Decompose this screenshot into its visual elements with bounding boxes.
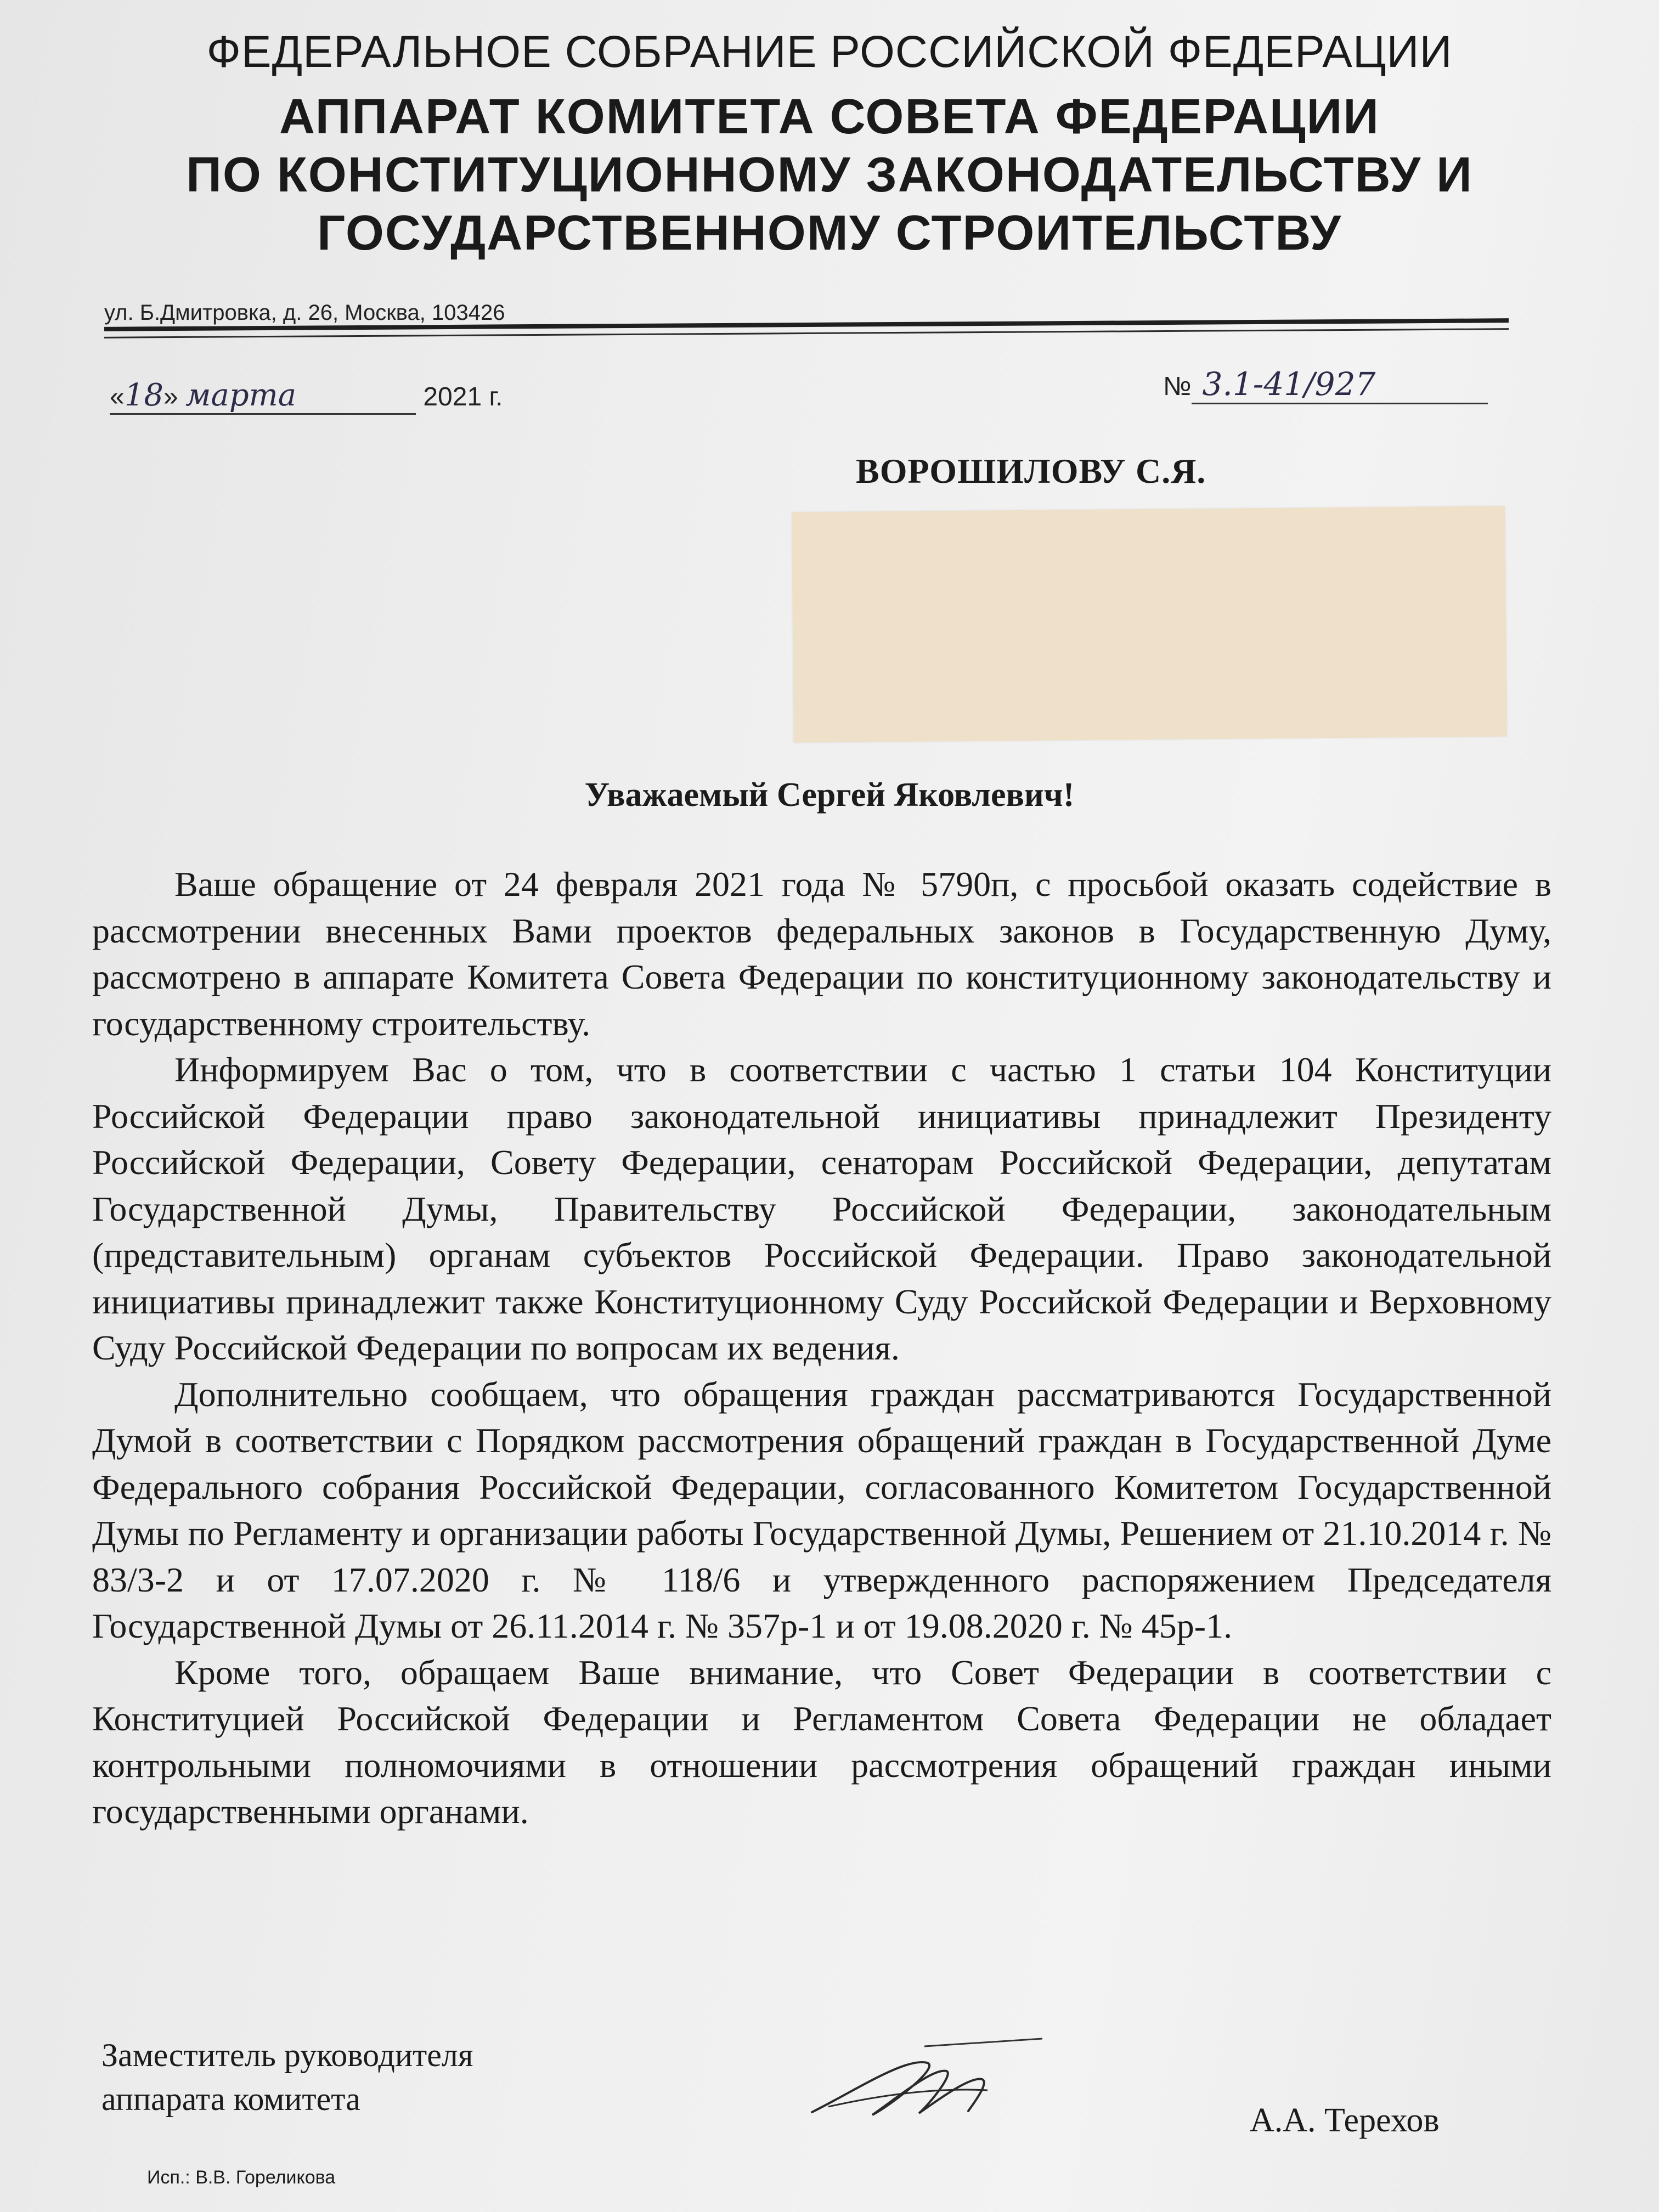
letterhead-address: ул. Б.Дмитровка, д. 26, Москва, 103426 (104, 301, 505, 325)
body-paragraph: Кроме того, обращаем Ваше внимание, что Совет Федерации в соответствии с Конституцией Российской Федерации и Регламентом Совета Федерации не обладает контрольными полномочиями в отношении рассмотрения обращений граждан иными государственными органами. (92, 1652, 1551, 1831)
body-paragraph: Ваше обращение от 24 февраля 2021 года № 5790п, с просьбой оказать содействие в рассмотрении внесенных Вами проектов федеральных законов в Государственную Думу, рассмотрено в аппарате Комитета Совета Федерации по конституционному законодательству и государственному строительству. (92, 865, 1551, 1043)
committee-title-line: ГОСУДАРСТВЕННОМУ СТРОИТЕЛЬСТВУ (317, 206, 1342, 261)
number-value: 3.1-41/927 (1192, 365, 1488, 404)
committee-title (0, 88, 1659, 262)
signer-name: А.А. Терехов (1250, 2102, 1440, 2139)
date-year: 2021 г. (423, 382, 503, 411)
letter-body (92, 861, 1551, 1835)
handwritten-signature (790, 2024, 1075, 2134)
date-day: 18 (124, 377, 163, 413)
committee-title-line: ПО КОНСТИТУЦИОННОМУ ЗАКОНОДАТЕЛЬСТВУ И (186, 148, 1473, 202)
date-month: марта (185, 377, 297, 413)
signer-position (101, 2033, 473, 2121)
body-paragraph: Информируем Вас о том, что в соответствии с частью 1 статьи 104 Конституции Российской Федерации право законодательной инициативы принадлежит Президенту Российской Федерации, Совету Федерации, сенаторам Российской Федерации, депутатам Государственной Думы, Правительству Российской Федерации, законодательным (представительным) органам субъектов Российской Федерации. Право законодательной инициативы принадлежит также Конституционному Суду Российской Федерации и Верховному Суду Российской Федерации по вопросам их ведения. (92, 1050, 1551, 1367)
signer-position-line: Заместитель руководителя (101, 2037, 473, 2073)
date-handwritten: «18» марта (110, 377, 416, 415)
letter-number (1163, 365, 1488, 404)
executor-note: Исп.: В.В. Гореликова (147, 2167, 336, 2188)
salutation: Уважаемый Сергей Яковлевич! (584, 776, 1075, 814)
committee-title-line: АППАРАТ КОМИТЕТА СОВЕТА ФЕДЕРАЦИИ (279, 89, 1380, 144)
body-paragraph: Дополнительно сообщаем, что обращения граждан рассматриваются Государственной Думой в соответствии с Порядком рассмотрения обращений граждан в Государственной Думе Федерального собрания Российской Федерации, согласованного Комитетом Государственной Думы по Регламенту и организации работы Государственной Думы, Решением от 21.10.2014 г. № 83/3-2 и от 17.07.2020 г. № 118/6 и утвержденного распоряжением Председателя Государственной Думы от 26.11.2014 г. № 357р-1 и от 19.08.2020 г. № 45р-1. (92, 1374, 1551, 1645)
letter-date (110, 377, 503, 415)
parliament-name: ФЕДЕРАЛЬНОЕ СОБРАНИЕ РОССИЙСКОЙ ФЕДЕРАЦИИ (206, 27, 1453, 77)
number-label: № (1163, 372, 1192, 401)
signer-position-line: аппарата комитета (101, 2081, 360, 2117)
redacted-address (792, 506, 1507, 742)
addressee: ВОРОШИЛОВУ С.Я. (856, 452, 1206, 490)
